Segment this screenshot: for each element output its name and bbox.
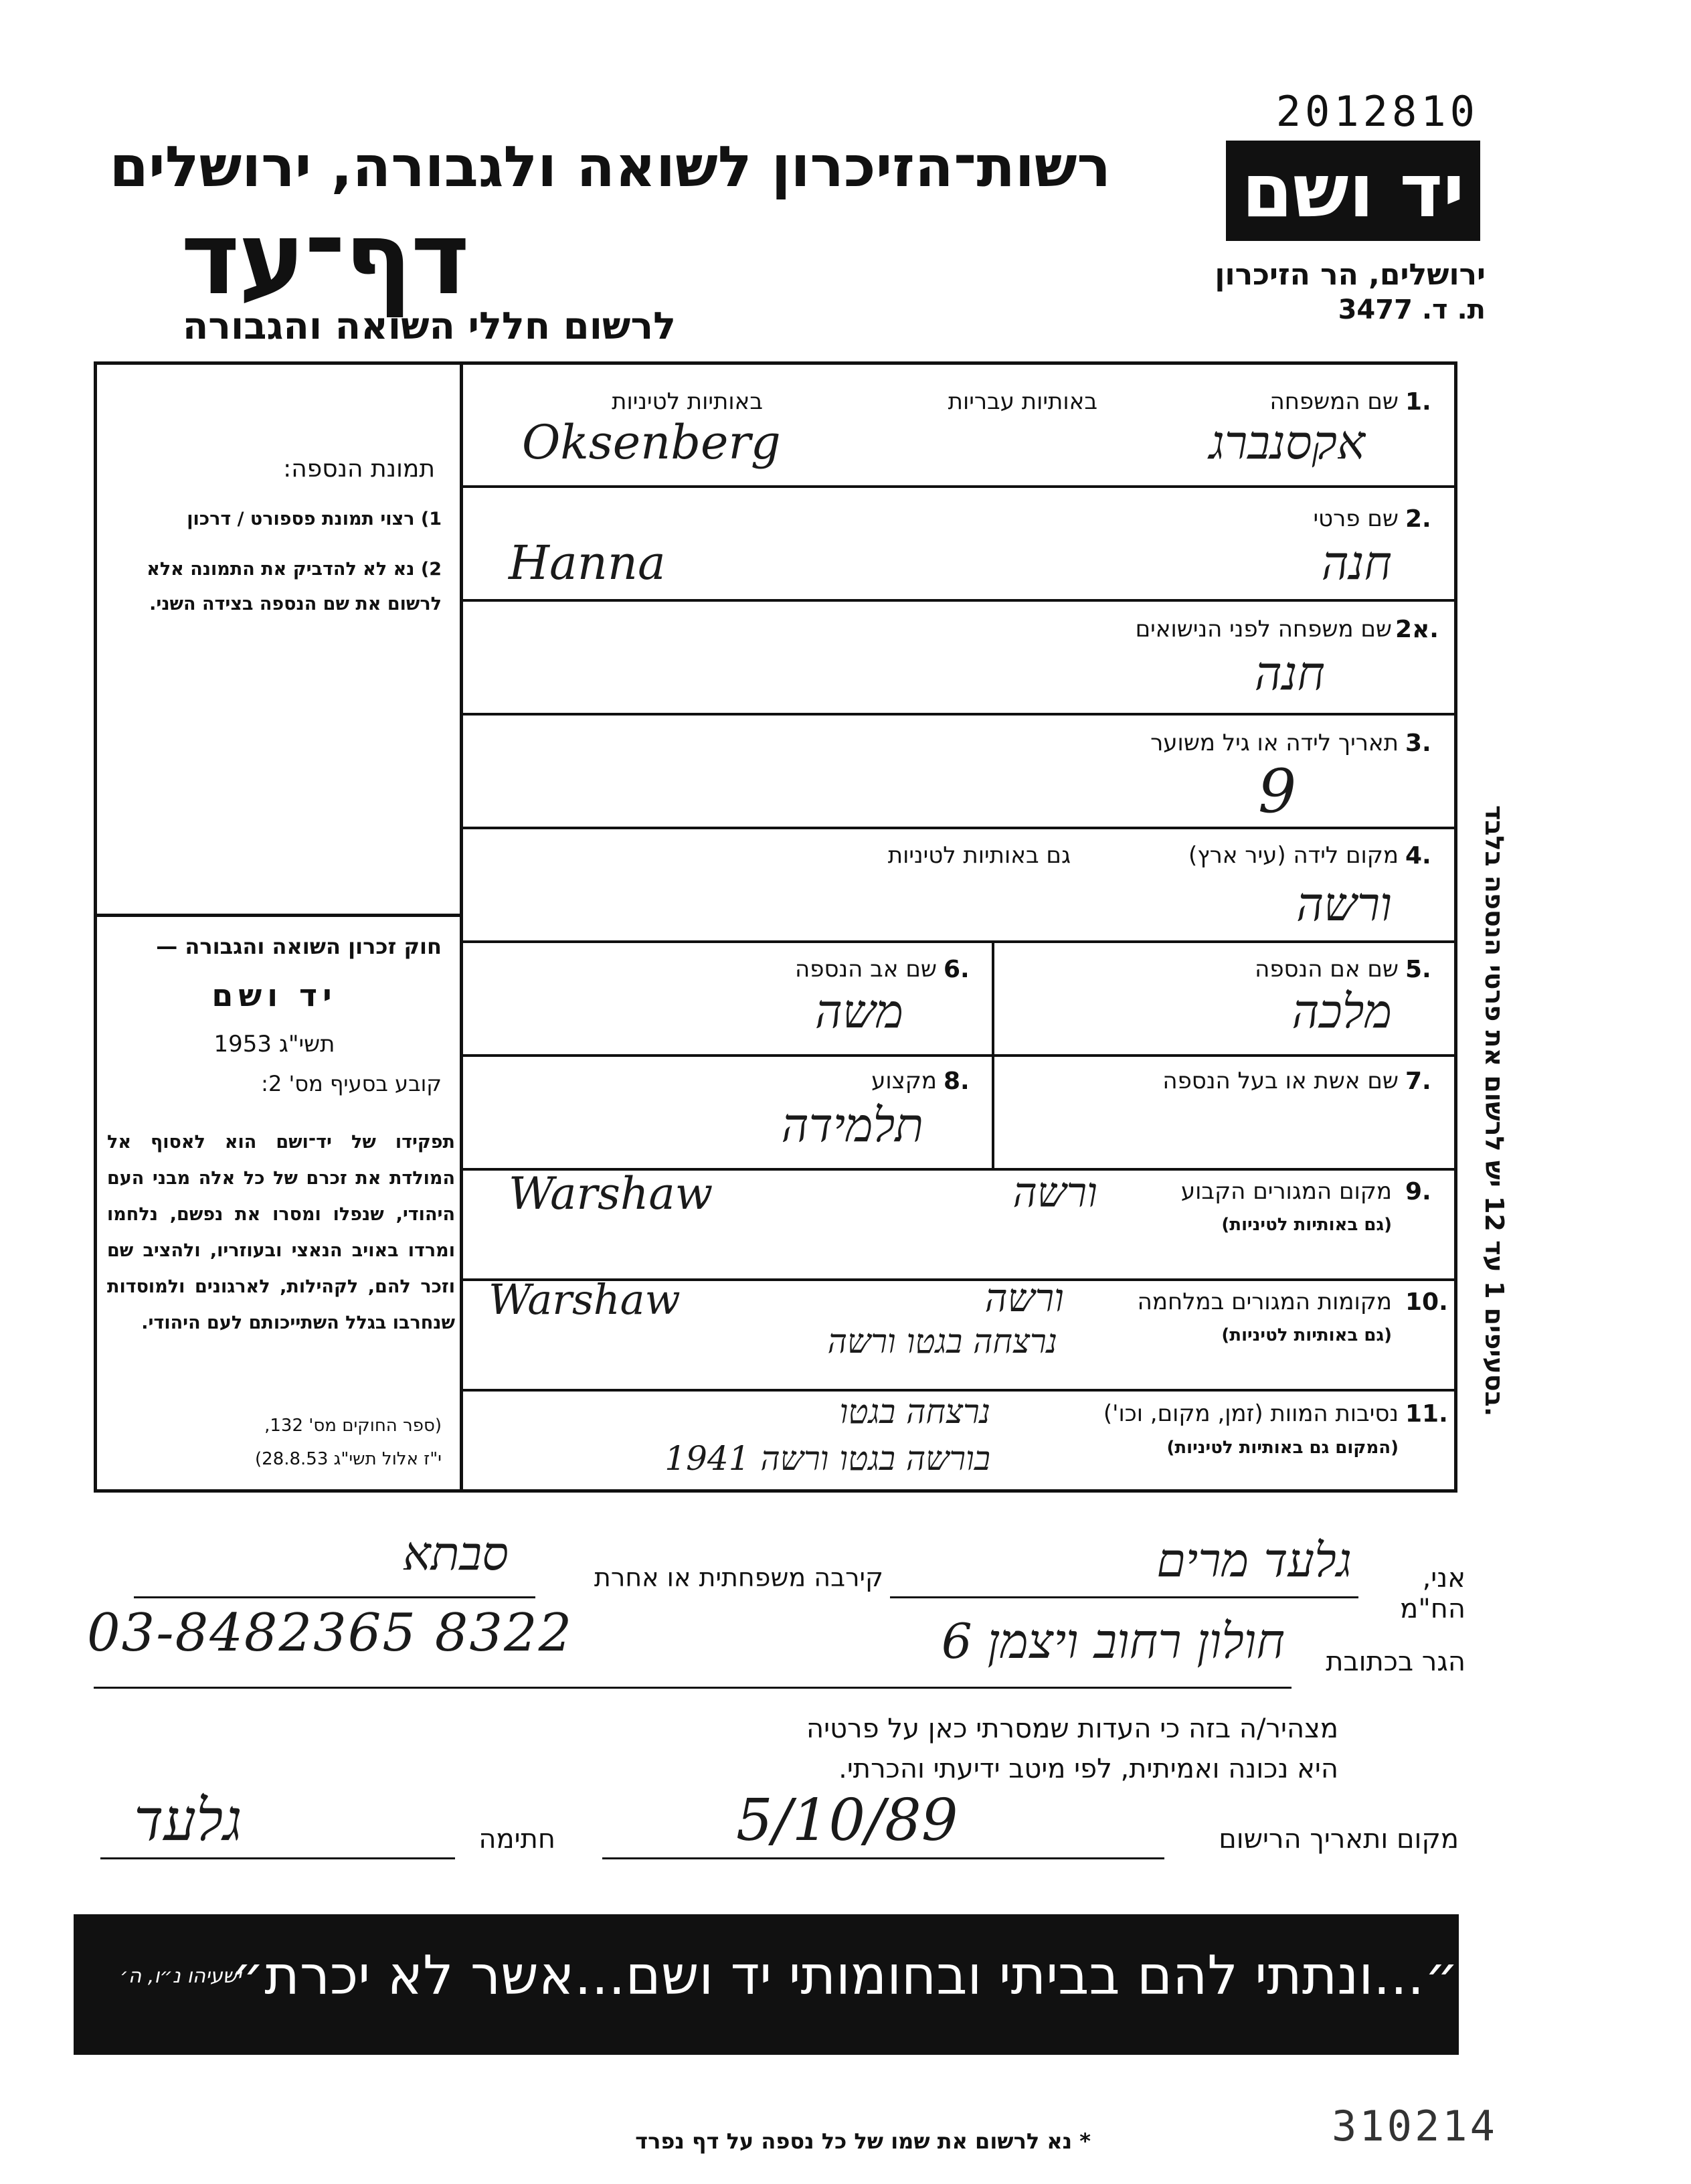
field-3-label: תאריך לידה או גיל משוער: [1150, 730, 1399, 756]
document-number: 2012810: [1275, 87, 1479, 136]
field-2-label: שם פרטי: [1313, 505, 1399, 532]
death-circumstances-line-2[interactable]: בורשה בגטו ורשה 1941: [664, 1439, 990, 1478]
wartime-residence-hebrew-value[interactable]: ורשה: [984, 1275, 1064, 1321]
relation-label: קירבה משפחתית או אחרת: [594, 1563, 883, 1592]
photo-note-2: 2) נא לא להדביק את התמונה אלא לרשום את שם הנספה בצידה השני.: [147, 559, 442, 614]
latin-letters-header: באותיות לטיניות: [612, 388, 763, 415]
row-divider: [463, 599, 1457, 602]
death-circumstances-line-1[interactable]: נרצחה בגטו: [839, 1392, 990, 1431]
phone-value[interactable]: 03-8482365 8322: [87, 1603, 573, 1663]
signature-underline: [100, 1857, 455, 1859]
row-divider: [463, 827, 1457, 829]
row-divider: [463, 1389, 1457, 1392]
wartime-residence-latin-value[interactable]: Warshaw: [488, 1275, 681, 1324]
surname-hebrew-value[interactable]: אקסנברג: [1209, 415, 1365, 470]
field-6-label: שם אב הנספה: [795, 956, 937, 983]
left-panel-divider: [94, 914, 463, 917]
place-date-label: מקום ותאריך הרישום: [1219, 1824, 1459, 1855]
signature-label: חתימה: [478, 1824, 555, 1855]
statement-line-2: היא נכונה ואמיתית, לפי מיטב ידיעתי והכרתי.: [838, 1754, 1338, 1784]
law-year: תשי"ג 1953: [213, 1031, 335, 1058]
maiden-name-value[interactable]: חנה: [1254, 646, 1325, 701]
field-8-number: 8.: [944, 1068, 970, 1095]
mother-name-value[interactable]: מלכה: [1292, 984, 1392, 1039]
row-divider: [463, 940, 1457, 943]
field-3-number: 3.: [1405, 730, 1431, 757]
footer-quote: ״...ונתתי להם בביתי ובחומותי יד ושם...אשר לא יכרת״: [230, 1944, 1459, 2007]
field-6-number: 6.: [944, 956, 970, 983]
field-4-number: 4.: [1405, 842, 1431, 869]
field-10-sub-label: (גם באותיות לטיניות): [1221, 1325, 1392, 1345]
logo-address: ירושלים, הר הזיכרון: [1215, 258, 1486, 292]
residence-hebrew-value[interactable]: ורשה: [1012, 1168, 1097, 1217]
relation-underline: [134, 1596, 535, 1598]
field-4-latin-note: גם באותיות לטיניות: [887, 842, 1071, 869]
relation-value[interactable]: סבתא: [402, 1526, 509, 1581]
given-name-latin-value[interactable]: Hanna: [509, 535, 666, 590]
field-2-number: 2.: [1405, 505, 1431, 533]
signature-value[interactable]: גלעד: [134, 1787, 242, 1854]
law-title: חוק זכרון השואה והגבורה —: [156, 934, 442, 959]
place-date-underline: [602, 1857, 1164, 1859]
birth-date-value[interactable]: 9: [1258, 756, 1297, 827]
footer-source: ישעיהו נ״ו, ה׳: [120, 1964, 242, 1988]
column-divider: [992, 940, 994, 1168]
field-8-label: מקצוע: [871, 1068, 937, 1094]
field-9-number: 9.: [1405, 1178, 1431, 1205]
surname-latin-value[interactable]: Oksenberg: [522, 415, 781, 470]
field-2a-label: שם משפחה לפני הנישואים: [1135, 616, 1392, 643]
authority-name: רשות־הזיכרון לשואה ולגבורה, ירושלים: [109, 134, 1111, 199]
footer-note: * נא לרשום את שמו של כל נספה על דף נפרד: [635, 2128, 1091, 2154]
wartime-residence-note[interactable]: נרצחה בגטו ורשה: [827, 1322, 1057, 1361]
declarant-value[interactable]: גלעד מרים: [1156, 1533, 1352, 1588]
field-2a-number: 2א.: [1395, 616, 1439, 643]
given-name-hebrew-value[interactable]: חנה: [1321, 535, 1392, 590]
field-9-label: מקום המגורים הקבוע: [1180, 1178, 1392, 1205]
field-4-label: מקום לידה (עיר ארץ): [1188, 842, 1399, 869]
declarant-label: אני, הח"מ: [1400, 1563, 1465, 1624]
address-value[interactable]: חולון רחוב ויצמן 6: [941, 1613, 1285, 1669]
hebrew-letters-header: באותיות עבריות: [948, 388, 1097, 415]
yad-vashem-logo: יד ושם: [1226, 141, 1480, 241]
stamp-number: 310214: [1332, 2102, 1498, 2151]
field-1-label: שם המשפחה: [1269, 388, 1399, 415]
statement-line-1: מצהיר/ה בזה כי העדות שמסרתי כאן על פרטיה: [806, 1713, 1338, 1744]
law-text: תפקידו של יד־ושם הוא לאסוף אל המולדת את זכרם של כל אלה מבני העם היהודי, שנפלו ומסרו את נפשם, נלחמו ומרדו באויב הנאצי ובעוזריו, ולהציב שם וזכר להם, לקהילות, לארגונים ולמוסדות שנחרבו בגלל השתייכותם לעם היהודי.: [107, 1132, 455, 1333]
field-10-label: מקומות המגורים במלחמה: [1137, 1288, 1392, 1315]
field-11-label: נסיבות המוות (זמן, מקום, וכו'): [1103, 1400, 1399, 1427]
law-reference-1: (ספר החוקים מס' 132,: [264, 1416, 442, 1436]
page-title: דף־עד: [181, 201, 468, 317]
field-9-sub-label: (גם באותיות לטיניות): [1221, 1215, 1392, 1235]
law-reference-2: י"ז אלול תשי"ג 28.8.53): [255, 1449, 442, 1469]
row-divider: [463, 713, 1457, 716]
address-underline: [94, 1687, 1292, 1689]
row-divider: [463, 1054, 1457, 1057]
field-10-number: 10.: [1405, 1288, 1448, 1316]
declarant-underline: [890, 1596, 1358, 1598]
field-11-sub-label: (המקום גם באותיות לטיניות): [1166, 1438, 1399, 1458]
photo-note-1: 1) רצוי תמונת פספורט / דרכון: [187, 509, 442, 529]
field-7-number: 7.: [1405, 1068, 1431, 1095]
field-5-number: 5.: [1405, 956, 1431, 983]
field-11-number: 11.: [1405, 1400, 1448, 1428]
profession-value[interactable]: תלמידה: [781, 1098, 923, 1153]
law-clause: קובע בסעיף מס' 2:: [261, 1071, 442, 1096]
page-subtitle: לרשום חללי השואה והגבורה: [182, 305, 676, 348]
field-5-label: שם אם הנספה: [1255, 956, 1399, 983]
side-note: בסעיפים 1 עד 12 יש לרשום את פרטי הנספה בלבד.: [1480, 805, 1509, 1417]
row-divider: [463, 485, 1457, 488]
birthplace-value[interactable]: ורשה: [1296, 877, 1392, 932]
photo-title: תמונת הנספה:: [283, 455, 435, 483]
address-label: הגר בכתובת: [1326, 1647, 1465, 1677]
place-date-value[interactable]: 5/10/89: [736, 1787, 958, 1854]
law-name: יד ושם: [211, 977, 337, 1013]
field-1-number: 1.: [1405, 388, 1431, 416]
logo-pobox: ת. ד. 3477: [1338, 295, 1486, 325]
father-name-value[interactable]: משה: [814, 984, 903, 1039]
residence-latin-value[interactable]: Warshaw: [509, 1168, 713, 1220]
field-7-label: שם אשת או בעל הנספה: [1162, 1068, 1399, 1094]
